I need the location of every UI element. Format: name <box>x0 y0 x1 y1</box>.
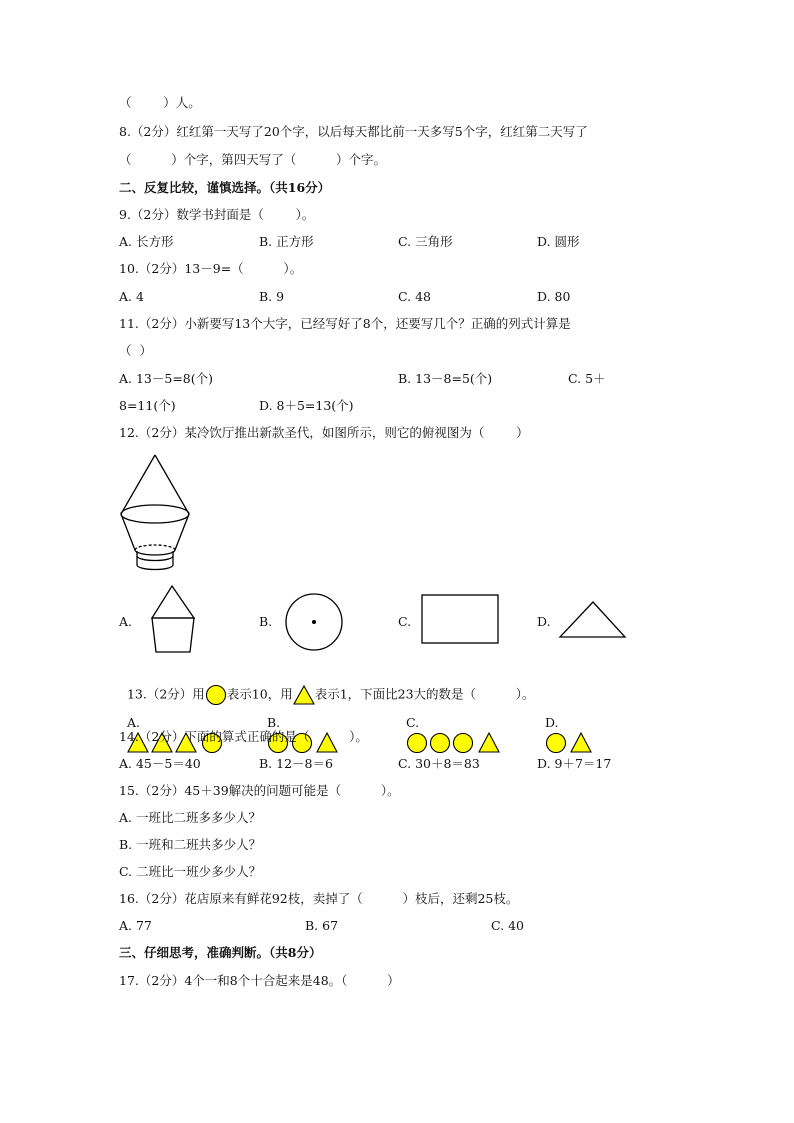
q10-option-b: B. 9 <box>259 289 285 304</box>
cup-bottom-back <box>135 545 175 550</box>
q14-option-c: C. 30＋8＝83 <box>398 756 480 771</box>
option-d-shapes <box>545 731 597 755</box>
q13-option-c-label: C. <box>405 715 420 730</box>
q10-option-c: C. 48 <box>398 289 431 304</box>
q15-option-b: B. 一班和二班共多少人？ <box>119 837 262 852</box>
q12-stem: 12.（2分）某冷饮厅推出新款圣代，如图所示，则它的俯视图为（ ） <box>119 425 529 440</box>
triangle-icon <box>571 733 591 752</box>
roof-triangle <box>152 586 194 618</box>
q10-option-d: D. 80 <box>537 289 571 304</box>
q7-tail: （ ）人。 <box>119 95 201 110</box>
q11-option-a: A. 13－5=8(个) <box>119 371 214 386</box>
circle-with-dot-figure <box>284 592 344 652</box>
q14-option-b: B. 12－8＝6 <box>259 756 333 771</box>
q8-line2: （ ）个字，第四天写了（ ）个字。 <box>119 152 386 167</box>
q11-option-c: C. 5＋ <box>568 371 606 386</box>
q10-stem: 10.（2分）13－9=（ ）。 <box>119 261 303 276</box>
q9-option-a: A. 长方形 <box>119 234 174 249</box>
q13-option-a <box>119 699 225 755</box>
q12-option-a-label: A. <box>119 614 133 629</box>
pentagon-with-triangle-figure <box>150 584 200 654</box>
q16-option-b: B. 67 <box>305 918 339 933</box>
q13-option-b <box>259 699 343 755</box>
q13-option-c <box>398 699 506 755</box>
rectangle-figure <box>420 593 500 645</box>
q13-stem-part2: 表示10，用 <box>226 686 293 702</box>
q9-option-d: D. 圆形 <box>537 234 580 249</box>
q17-stem: 17.（2分）4个一和8个十合起来是48。（ ） <box>119 973 400 988</box>
q11-option-d: D. 8＋5=13(个) <box>259 398 354 413</box>
q12-option-b-label: B. <box>259 614 273 629</box>
base-bottom <box>137 565 173 570</box>
q11-option-c-cont: 8=11(个) <box>119 398 176 413</box>
q14-stem: 14.（2分）下面的算式正确的是（ ）。 <box>119 729 368 744</box>
q13-stem-part1: 13.（2分）用 <box>126 686 205 702</box>
section3-heading: 三、仔细思考，准确判断。（共8分） <box>119 945 322 960</box>
circle-icon <box>546 734 565 753</box>
q9-option-c: C. 三角形 <box>398 234 453 249</box>
q14-option-d: D. 9＋7＝17 <box>537 756 612 771</box>
q11-stem-line1: 11.（2分）小新要写13个大字，已经写好了8个，还要写几个？正确的列式计算是 <box>119 316 571 331</box>
triangle-icon <box>479 733 499 752</box>
q9-option-b: B. 正方形 <box>259 234 314 249</box>
q11-option-b: B. 13－8=5(个) <box>398 371 493 386</box>
cup-bottom-front <box>135 550 175 555</box>
q13-option-b-label: B. <box>266 715 281 730</box>
section2-heading: 二、反复比较，谨慎选择。（共16分） <box>119 180 331 195</box>
q12-option-d-label: D. <box>537 614 551 629</box>
q16-stem: 16.（2分）花店原来有鲜花92枝，卖掉了（ ）枝后，还剩25枝。 <box>119 891 519 906</box>
option-c-shapes <box>406 731 506 755</box>
q9-stem: 9.（2分）数学书封面是（ ）。 <box>119 207 315 222</box>
q13-option-d-label: D. <box>544 715 559 730</box>
q14-option-a: A. 45－5＝40 <box>119 756 201 771</box>
circle-icon <box>453 734 472 753</box>
circle-icon <box>407 734 426 753</box>
q15-option-c: C. 二班比一班少多少人？ <box>119 864 262 879</box>
q12-option-c-label: C. <box>398 614 412 629</box>
q16-option-c: C. 40 <box>491 918 524 933</box>
circle-icon <box>430 734 449 753</box>
sundae-3d-figure <box>115 452 200 577</box>
q8-line1: 8.（2分）红红第一天写了20个字，以后每天都比前一天多写5个字，红红第二天写了 <box>119 124 588 139</box>
base-rim <box>137 556 173 561</box>
q11-stem-line2: （ ） <box>119 343 152 358</box>
q10-option-a: A. 4 <box>119 289 144 304</box>
pentagon-body <box>152 618 194 652</box>
triangle-figure <box>558 600 628 640</box>
q16-option-a: A. 77 <box>119 918 152 933</box>
q15-stem: 15.（2分）45＋39解决的问题可能是（ ）。 <box>119 783 400 798</box>
cone-base-ellipse <box>121 505 189 523</box>
center-dot <box>312 620 316 624</box>
q13-option-a-label: A. <box>126 715 140 730</box>
q13-stem-part3: 表示1，下面比23大的数是（ ）。 <box>314 686 535 702</box>
q13-option-d <box>537 699 597 755</box>
q15-option-a: A. 一班比二班多多少人？ <box>119 810 261 825</box>
